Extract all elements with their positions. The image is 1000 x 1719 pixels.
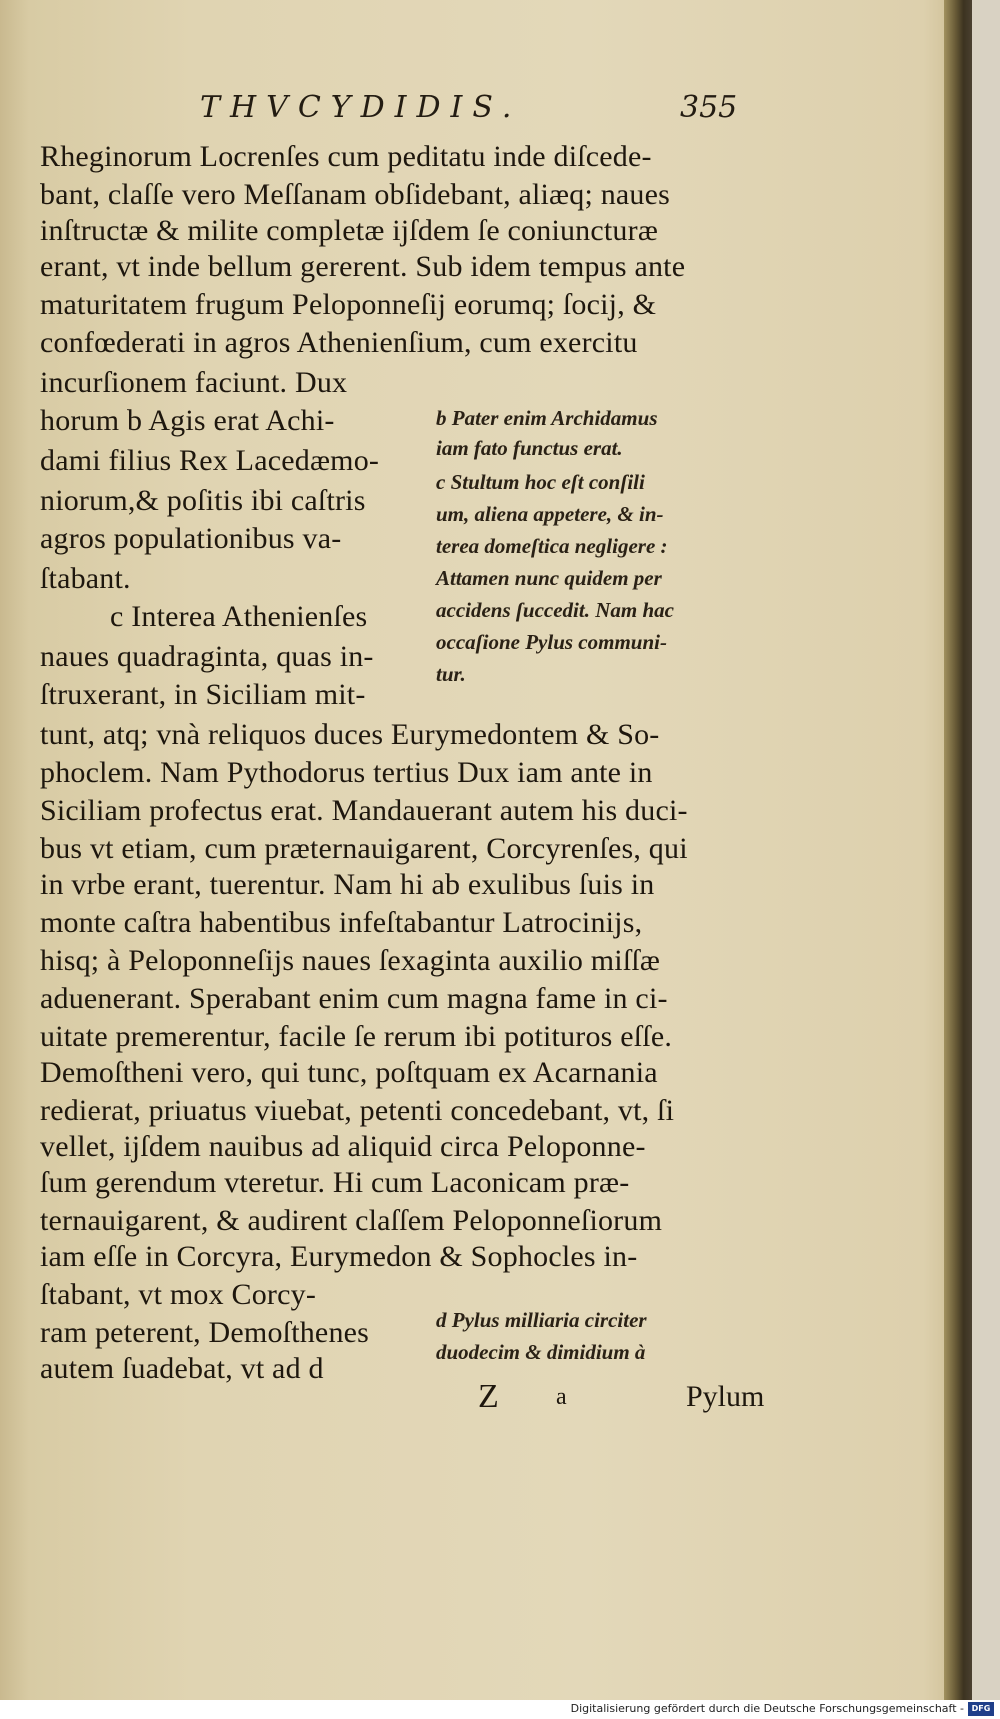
main-line: dami filius Rex Lacedæmo- — [40, 444, 380, 477]
main-line: erant, vt inde bellum gererent. Sub idem tempus ante — [40, 250, 686, 283]
main-line: naues quadraginta, quas in- — [40, 640, 374, 673]
main-line: uitate premerentur, facile ſe rerum ibi potituros eſſe. — [40, 1020, 673, 1053]
main-line: niorum,& poſitis ibi caſtris — [40, 484, 366, 517]
main-line: ſtabant. — [40, 562, 131, 595]
main-line: bant, claſſe vero Meſſanam obſidebant, aliæq; naues — [40, 178, 671, 211]
footer-credit: Digitalisierung gefördert durch die Deutsche Forschungsgemeinschaft - — [570, 1702, 964, 1715]
main-line: bus vt etiam, cum præternauigarent, Corcyrenſes, qui — [40, 832, 688, 865]
main-line: phoclem. Nam Pythodorus tertius Dux iam ante in — [40, 756, 653, 789]
marginal-note-line: um, aliena appetere, & in- — [436, 502, 664, 526]
marginal-note-line: Attamen nunc quidem per — [436, 566, 662, 590]
marginal-note-line: iam fato functus erat. — [436, 436, 623, 460]
book-gutter — [944, 0, 972, 1700]
marginal-note-line: b Pater enim Archidamus — [436, 406, 658, 430]
main-line: agros populationibus va- — [40, 522, 342, 555]
main-line: in vrbe erant, tuerentur. Nam hi ab exulibus ſuis in — [40, 868, 655, 901]
main-line: maturitatem frugum Peloponneſij eorumq; ſocij, & — [40, 288, 657, 321]
catchword: Pylum — [686, 1380, 765, 1413]
marginal-note-line: accidens ſuccedit. Nam hac — [436, 598, 674, 622]
main-line: ram peterent, Demoſthenes — [40, 1316, 370, 1349]
marginal-note-line: tur. — [436, 662, 466, 686]
marginal-note-line: occaſione Pylus communi- — [436, 630, 667, 654]
dfg-logo-icon: DFG — [968, 1702, 994, 1716]
main-line: autem ſuadebat, vt ad d — [40, 1352, 324, 1385]
main-line: incurſionem faciunt. Dux — [40, 366, 348, 399]
main-line: ſum gerendum vteretur. Hi cum Laconicam præ- — [40, 1166, 630, 1199]
marginal-note-line: duodecim & dimidium à — [436, 1340, 646, 1364]
main-line: c Interea Athenienſes — [110, 600, 368, 633]
main-line: inſtructæ & milite completæ ijſdem ſe coniuncturæ — [40, 214, 659, 247]
main-line: aduenerant. Sperabant enim cum magna fame in ci- — [40, 982, 668, 1015]
main-line: Demoſtheni vero, qui tunc, poſtquam ex Acarnania — [40, 1056, 658, 1089]
main-line: Siciliam profectus erat. Mandauerant autem his duci- — [40, 794, 688, 827]
page-number: 355 — [680, 90, 738, 125]
main-line: horum b Agis erat Achi- — [40, 404, 335, 437]
main-line: ſtruxerant, in Siciliam mit- — [40, 678, 366, 711]
digitization-footer — [0, 1700, 1000, 1719]
signature-sub-mark: a — [556, 1384, 567, 1410]
main-line: confœderati in agros Athenienſium, cum exercitu — [40, 326, 638, 359]
main-line: Rheginorum Locrenſes cum peditatu inde diſcede- — [40, 140, 652, 173]
main-line: redierat, priuatus viuebat, petenti concedebant, vt, ſi — [40, 1094, 675, 1127]
main-line: ternauigarent, & audirent claſſem Peloponneſiorum — [40, 1204, 663, 1237]
running-head: THVCYDIDIS. — [200, 90, 522, 125]
main-line: ſtabant, vt mox Corcy- — [40, 1278, 317, 1311]
main-line: monte caſtra habentibus infeſtabantur Latrocinijs, — [40, 906, 643, 939]
main-line: iam eſſe in Corcyra, Eurymedon & Sophocles in- — [40, 1240, 638, 1273]
main-line: hisq; à Peloponneſijs naues ſexaginta auxilio miſſæ — [40, 944, 661, 977]
main-line: vellet, ijſdem nauibus ad aliquid circa Peloponne- — [40, 1130, 646, 1163]
marginal-note-line: terea domeſtica negligere : — [436, 534, 668, 558]
signature-mark: Z — [478, 1378, 499, 1415]
marginal-note-line: d Pylus milliaria circiter — [436, 1308, 647, 1332]
main-line: tunt, atq; vnà reliquos duces Eurymedontem & So- — [40, 718, 660, 751]
marginal-note-line: c Stultum hoc eſt conſili — [436, 470, 645, 494]
